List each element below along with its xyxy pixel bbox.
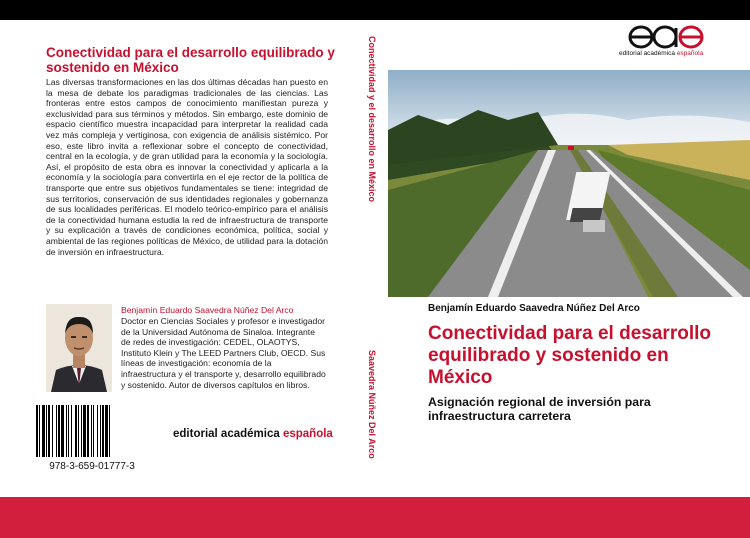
barcode-bar <box>81 405 82 457</box>
barcode-bar <box>78 405 79 457</box>
author-bio: Doctor en Ciencias Sociales y profesor e investigador de la Universidad Autónoma de Sinaloa. Integrante de redes de investigación: CEDEL, OLAOTYS, Instituto Klein y The LEED Partners Club, OECD. Sus líneas de investigación: economía de la infraestructura y el transporte y, desarrollo equilibrado y sostenido. Autor de diversos capítulos en libros. <box>121 316 326 390</box>
barcode-bar <box>91 405 92 457</box>
barcode-bar <box>36 405 38 457</box>
spine-author <box>367 350 381 470</box>
barcode-bar <box>109 405 110 457</box>
spine-author-text: Saavedra Núñez Del Arco <box>367 350 377 459</box>
back-cover-blurb: Las diversas transformaciones en las dos últimas décadas han puesto en la mesa de debate los paradigmas tradicionales de las ciencias. Las fronteras entre estos campos de conocimiento manifiestan pureza y exclusividad para sus términos y métodos. Sin embargo, este dominio de espacio científico muestra incapacidad para interpretar la realidad cada vez más compleja y vertiginosa, con exigencia de análisis sistémico. Por eso, este libro invita a reflexionar sobre el concepto de conectividad, central en la ecología, y de gran utilidad para la economía y la sociología. Así, el propósito de esta obra es innovar la conectividad y aplicarla a la economía y la sociología para convertirla en el eje rector de la política de transporte que entre sus objetivos fundamentales se tiene: integridad de sus territorios, conservación de sus identidades regionales y gobernanza de sus localidades periféricas. El modelo teórico-empírico para el análisis de la conectividad humana estudia la red de infraestructura de transporte y su explicación a través de condiciones económica, política, social y ambiental de las regiones políticas de México, de utilidad para la dotación de inversión en infraestructura. <box>46 77 328 257</box>
publisher-name-accent: española <box>282 428 333 440</box>
barcode-bar <box>46 405 47 457</box>
publisher-name-main: editorial académica <box>173 428 283 440</box>
barcode-bar <box>83 405 86 457</box>
barcode-bar <box>56 405 57 457</box>
barcode-bar <box>48 405 50 457</box>
front-author: Benjamín Eduardo Saavedra Núñez Del Arco <box>428 303 640 314</box>
publisher-name <box>173 428 333 440</box>
author-photo <box>46 304 112 392</box>
cover-photo-highway <box>388 70 750 297</box>
logo-caption-main: editorial académica <box>619 50 677 57</box>
front-title: Conectividad para el desarrollo equilibrado y sostenido en México <box>428 323 711 388</box>
back-cover-title: Conectividad para el desarrollo equilibrado y sostenido en México <box>46 45 335 75</box>
logo-caption-accent: española <box>676 50 704 57</box>
isbn: 978-3-659-01777-3 <box>49 461 135 472</box>
barcode-bar <box>39 405 40 457</box>
barcode-bar <box>71 405 72 457</box>
front-subtitle: Asignación regional de inversión para infraestructura carretera <box>428 395 651 423</box>
barcode-bar <box>52 405 53 457</box>
top-band <box>0 0 750 20</box>
barcode-bar <box>93 405 94 457</box>
barcode-bar <box>102 405 104 457</box>
barcode-bar <box>42 405 45 457</box>
spine-title-text: Conectividad y el desarrollo en México <box>367 36 377 203</box>
bottom-band <box>0 497 750 538</box>
barcode-bar <box>66 405 67 457</box>
barcode <box>32 405 152 457</box>
barcode-bar <box>75 405 77 457</box>
barcode-bar <box>105 405 108 457</box>
barcode-bar <box>97 405 98 457</box>
barcode-bar <box>61 405 64 457</box>
barcode-bar <box>100 405 101 457</box>
logo-caption <box>619 50 703 57</box>
author-name: Benjamín Eduardo Saavedra Núñez Del Arco <box>121 305 294 315</box>
spine-title <box>367 36 381 216</box>
barcode-bar <box>58 405 60 457</box>
barcode-bar <box>68 405 69 457</box>
barcode-bar <box>87 405 89 457</box>
